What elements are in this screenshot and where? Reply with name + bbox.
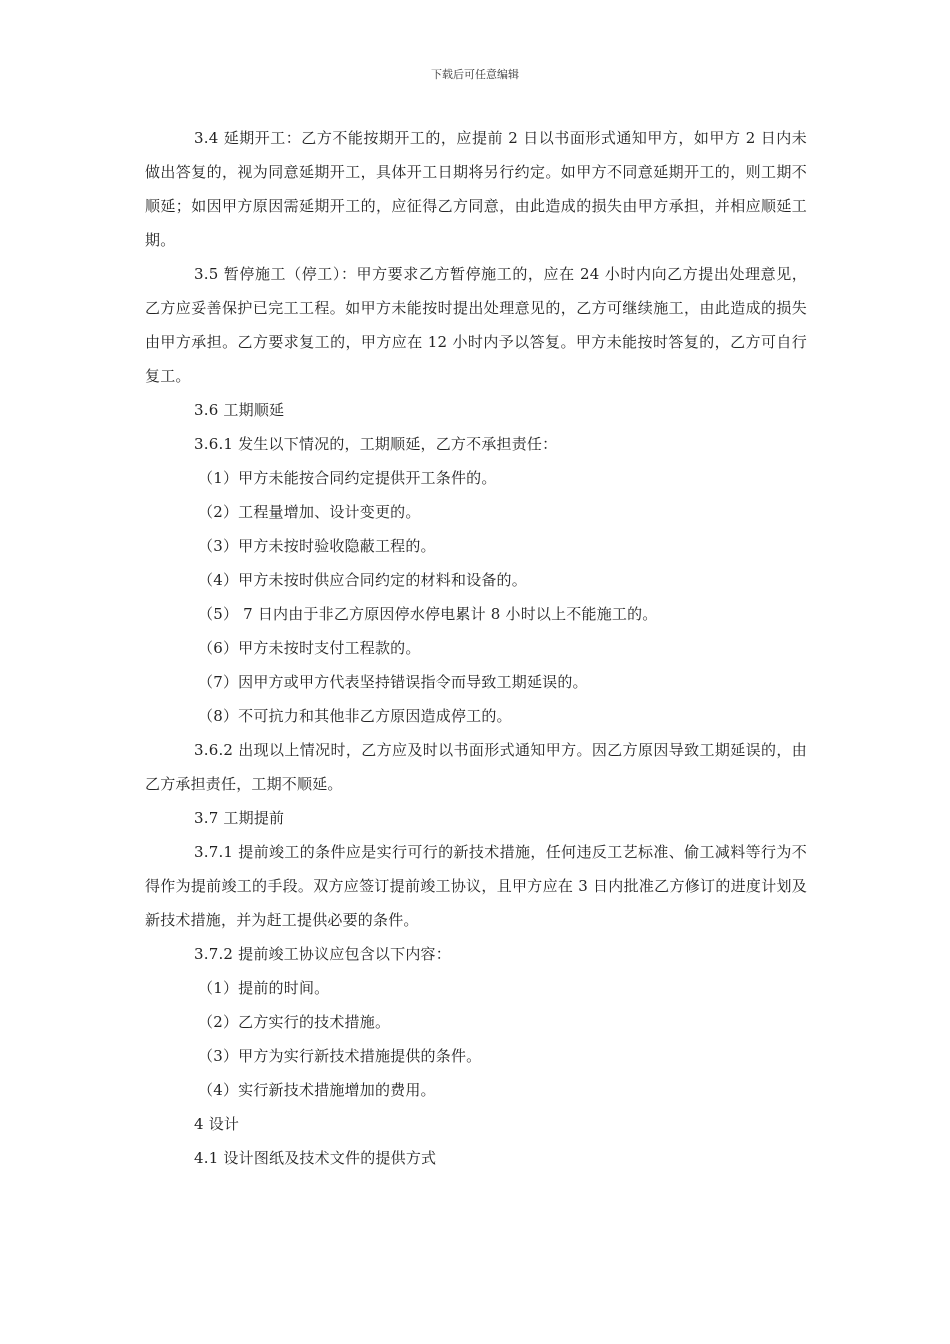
list-item: （8）不可抗力和其他非乙方原因造成停工的。 [198, 707, 512, 725]
paragraph-3-4: 3.4 延期开工：乙方不能按期开工的，应提前 2 日以书面形式通知甲方，如甲方 2 日内未做出答复的，视为同意延期开工，具体开工日期将另行约定。如甲方不同意延期开工的，则工期不顺延；如因甲方原因需延期开工的，应征得乙方同意，由此造成的损失由甲方承担，并相应顺延工期。 [145, 129, 807, 249]
heading-4: 4 设计 [194, 1115, 240, 1133]
list-item: （7）因甲方或甲方代表坚持错误指令而导致工期延误的。 [198, 673, 588, 691]
heading-3-6: 3.6 工期顺延 [194, 401, 285, 419]
paragraph-3-6-2: 3.6.2 出现以上情况时，乙方应及时以书面形式通知甲方。因乙方原因导致工期延误的，由乙方承担责任，工期不顺延。 [145, 741, 807, 793]
paragraph-3-7-1: 3.7.1 提前竣工的条件应是实行可行的新技术措施，任何违反工艺标准、偷工减料等行为不得作为提前竣工的手段。双方应签订提前竣工协议，且甲方应在 3 日内批准乙方修订的进度计划及新技术措施，并为赶工提供必要的条件。 [145, 843, 807, 929]
document-body [145, 121, 807, 1175]
heading-3-7: 3.7 工期提前 [194, 809, 285, 827]
list-item: （1）甲方未能按合同约定提供开工条件的。 [198, 469, 497, 487]
paragraph-3-6-1: 3.6.1 发生以下情况的，工期顺延，乙方不承担责任： [194, 435, 558, 453]
list-item: （3）甲方为实行新技术措施提供的条件。 [198, 1047, 482, 1065]
paragraph-3-5: 3.5 暂停施工（停工）：甲方要求乙方暂停施工的，应在 24 小时内向乙方提出处理意见，乙方应妥善保护已完工工程。如甲方未能按时提出处理意见的，乙方可继续施工，由此造成的损失由甲方承担。乙方要求复工的，甲方应在 12 小时内予以答复。甲方未能按时答复的，乙方可自行复工。 [145, 265, 807, 385]
list-item: （5） 7 日内由于非乙方原因停水停电累计 8 小时以上不能施工的。 [198, 605, 658, 623]
paragraph-3-7-2: 3.7.2 提前竣工协议应包含以下内容： [194, 945, 451, 963]
list-item: （1）提前的时间。 [198, 979, 330, 997]
list-item: （2）工程量增加、设计变更的。 [198, 503, 421, 521]
list-item: （6）甲方未按时支付工程款的。 [198, 639, 421, 657]
heading-4-1: 4.1 设计图纸及技术文件的提供方式 [194, 1149, 437, 1167]
list-item: （4）实行新技术措施增加的费用。 [198, 1081, 436, 1099]
list-item: （3）甲方未按时验收隐蔽工程的。 [198, 537, 436, 555]
list-item: （4）甲方未按时供应合同约定的材料和设备的。 [198, 571, 527, 589]
list-item: （2）乙方实行的技术措施。 [198, 1013, 391, 1031]
header-note: 下载后可任意编辑 [431, 68, 519, 81]
